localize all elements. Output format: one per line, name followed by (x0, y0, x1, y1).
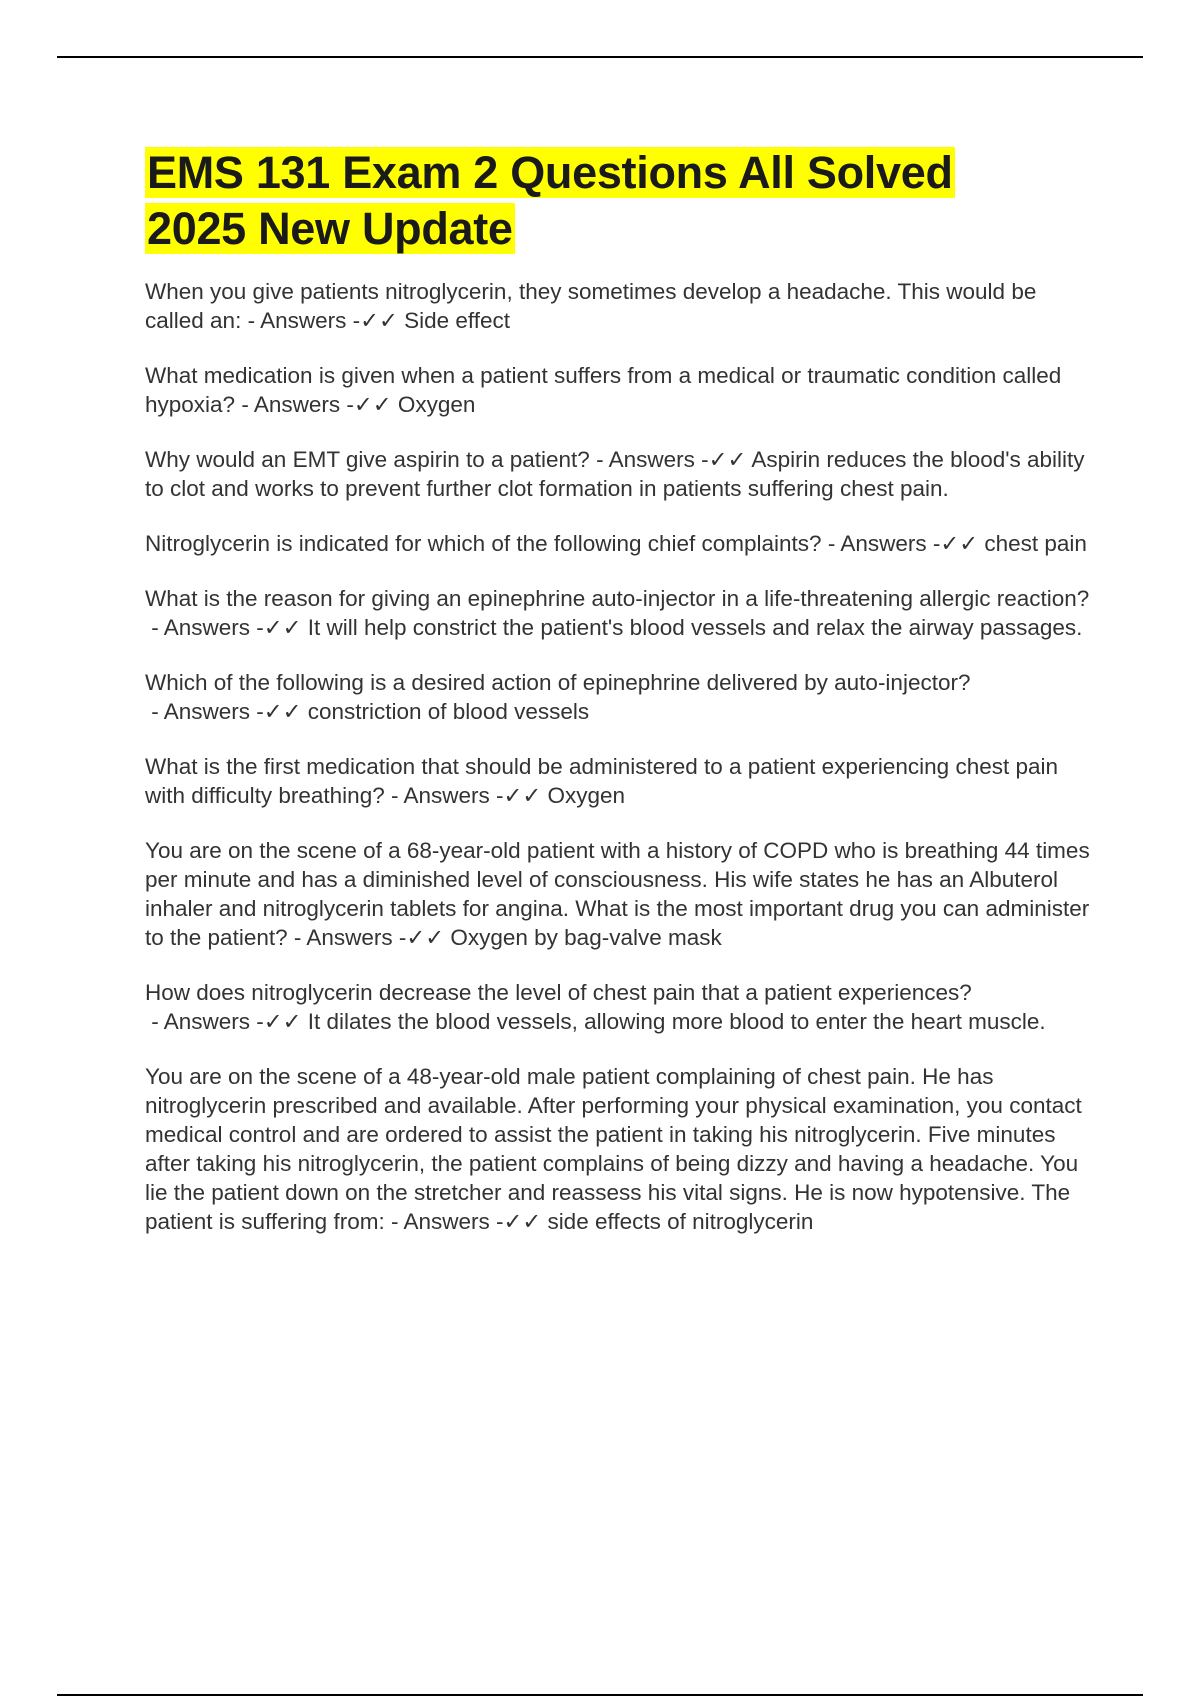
qa-item (145, 1062, 1095, 1236)
answer-text: chest pain (984, 531, 1087, 556)
question-text: How does nitroglycerin decrease the level of chest pain that a patient experiences? (145, 980, 972, 1005)
answer-text: constriction of blood vessels (307, 699, 590, 724)
title-line-2: 2025 New Update (147, 203, 513, 254)
question-text: What medication is given when a patient suffers from a medical or traumatic condition called hypoxia? (145, 363, 1062, 417)
answer-separator: - Answers -✓✓ (241, 308, 405, 333)
qa-item (145, 668, 1095, 726)
question-text: Which of the following is a desired action of epinephrine delivered by auto-injector? (145, 670, 971, 695)
qa-item (145, 277, 1095, 335)
document-body (145, 145, 1095, 1262)
document-title (145, 145, 1095, 257)
title-line-1: EMS 131 Exam 2 Questions All Solved (147, 147, 953, 198)
answer-separator: - Answers -✓✓ (145, 1009, 308, 1034)
question-text: What is the first medication that should be administered to a patient experiencing chest pain with difficulty breathing? (145, 754, 1059, 808)
answer-separator: - Answers -✓✓ (384, 1209, 548, 1234)
qa-list (145, 277, 1095, 1236)
question-text: You are on the scene of a 48-year-old male patient complaining of chest pain. He has nitroglycerin prescribed and available. After performing your physical examination, you contact medical control and are ordered to assist the patient in taking his nitroglycerin. Five minutes after taking his nitroglycerin, the patient complains of being dizzy and having a headache. You lie the patient down on the stretcher and reassess his vital signs. He is now hypotensive. The patient is suffering from: (145, 1064, 1082, 1234)
qa-item (145, 836, 1095, 952)
top-rule (57, 56, 1143, 58)
answer-separator: - Answers -✓✓ (589, 447, 752, 472)
answer-separator: - Answers -✓✓ (287, 925, 451, 950)
answer-separator: - Answers -✓✓ (235, 392, 398, 417)
answer-separator: - Answers -✓✓ (145, 615, 308, 640)
question-text: You are on the scene of a 68-year-old patient with a history of COPD who is breathing 44 times per minute and has a diminished level of consciousness. His wife states he has an Albuterol inhaler and nitroglycerin tablets for angina. What is the most important drug you can administer to the patient? (145, 838, 1090, 950)
answer-text: side effects of nitroglycerin (547, 1209, 814, 1234)
qa-item (145, 445, 1095, 503)
qa-item (145, 978, 1095, 1036)
qa-item (145, 752, 1095, 810)
bottom-rule (57, 1694, 1143, 1696)
answer-separator: - Answers -✓✓ (384, 783, 548, 808)
question-text: Nitroglycerin is indicated for which of the following chief complaints? (145, 531, 822, 556)
answer-separator: - Answers -✓✓ (145, 699, 308, 724)
question-text: Why would an EMT give aspirin to a patient? (145, 447, 590, 472)
qa-item (145, 529, 1095, 558)
answer-separator: - Answers -✓✓ (821, 531, 985, 556)
qa-item (145, 584, 1095, 642)
answer-text: Side effect (404, 308, 510, 333)
answer-text: Oxygen by bag-valve mask (450, 925, 722, 950)
answer-text: Oxygen (397, 392, 476, 417)
answer-text: Aspirin reduces the blood's ability to clot and works to prevent further clot formation in patients suffering chest pain. (145, 447, 1085, 501)
qa-item (145, 361, 1095, 419)
answer-text: Oxygen (547, 783, 626, 808)
question-text: When you give patients nitroglycerin, they sometimes develop a headache. This would be called an: (145, 279, 1037, 333)
answer-text: It will help constrict the patient's blood vessels and relax the airway passages. (307, 615, 1083, 640)
question-text: What is the reason for giving an epinephrine auto-injector in a life-threatening allergic reaction? (145, 586, 1090, 611)
answer-text: It dilates the blood vessels, allowing more blood to enter the heart muscle. (307, 1009, 1046, 1034)
